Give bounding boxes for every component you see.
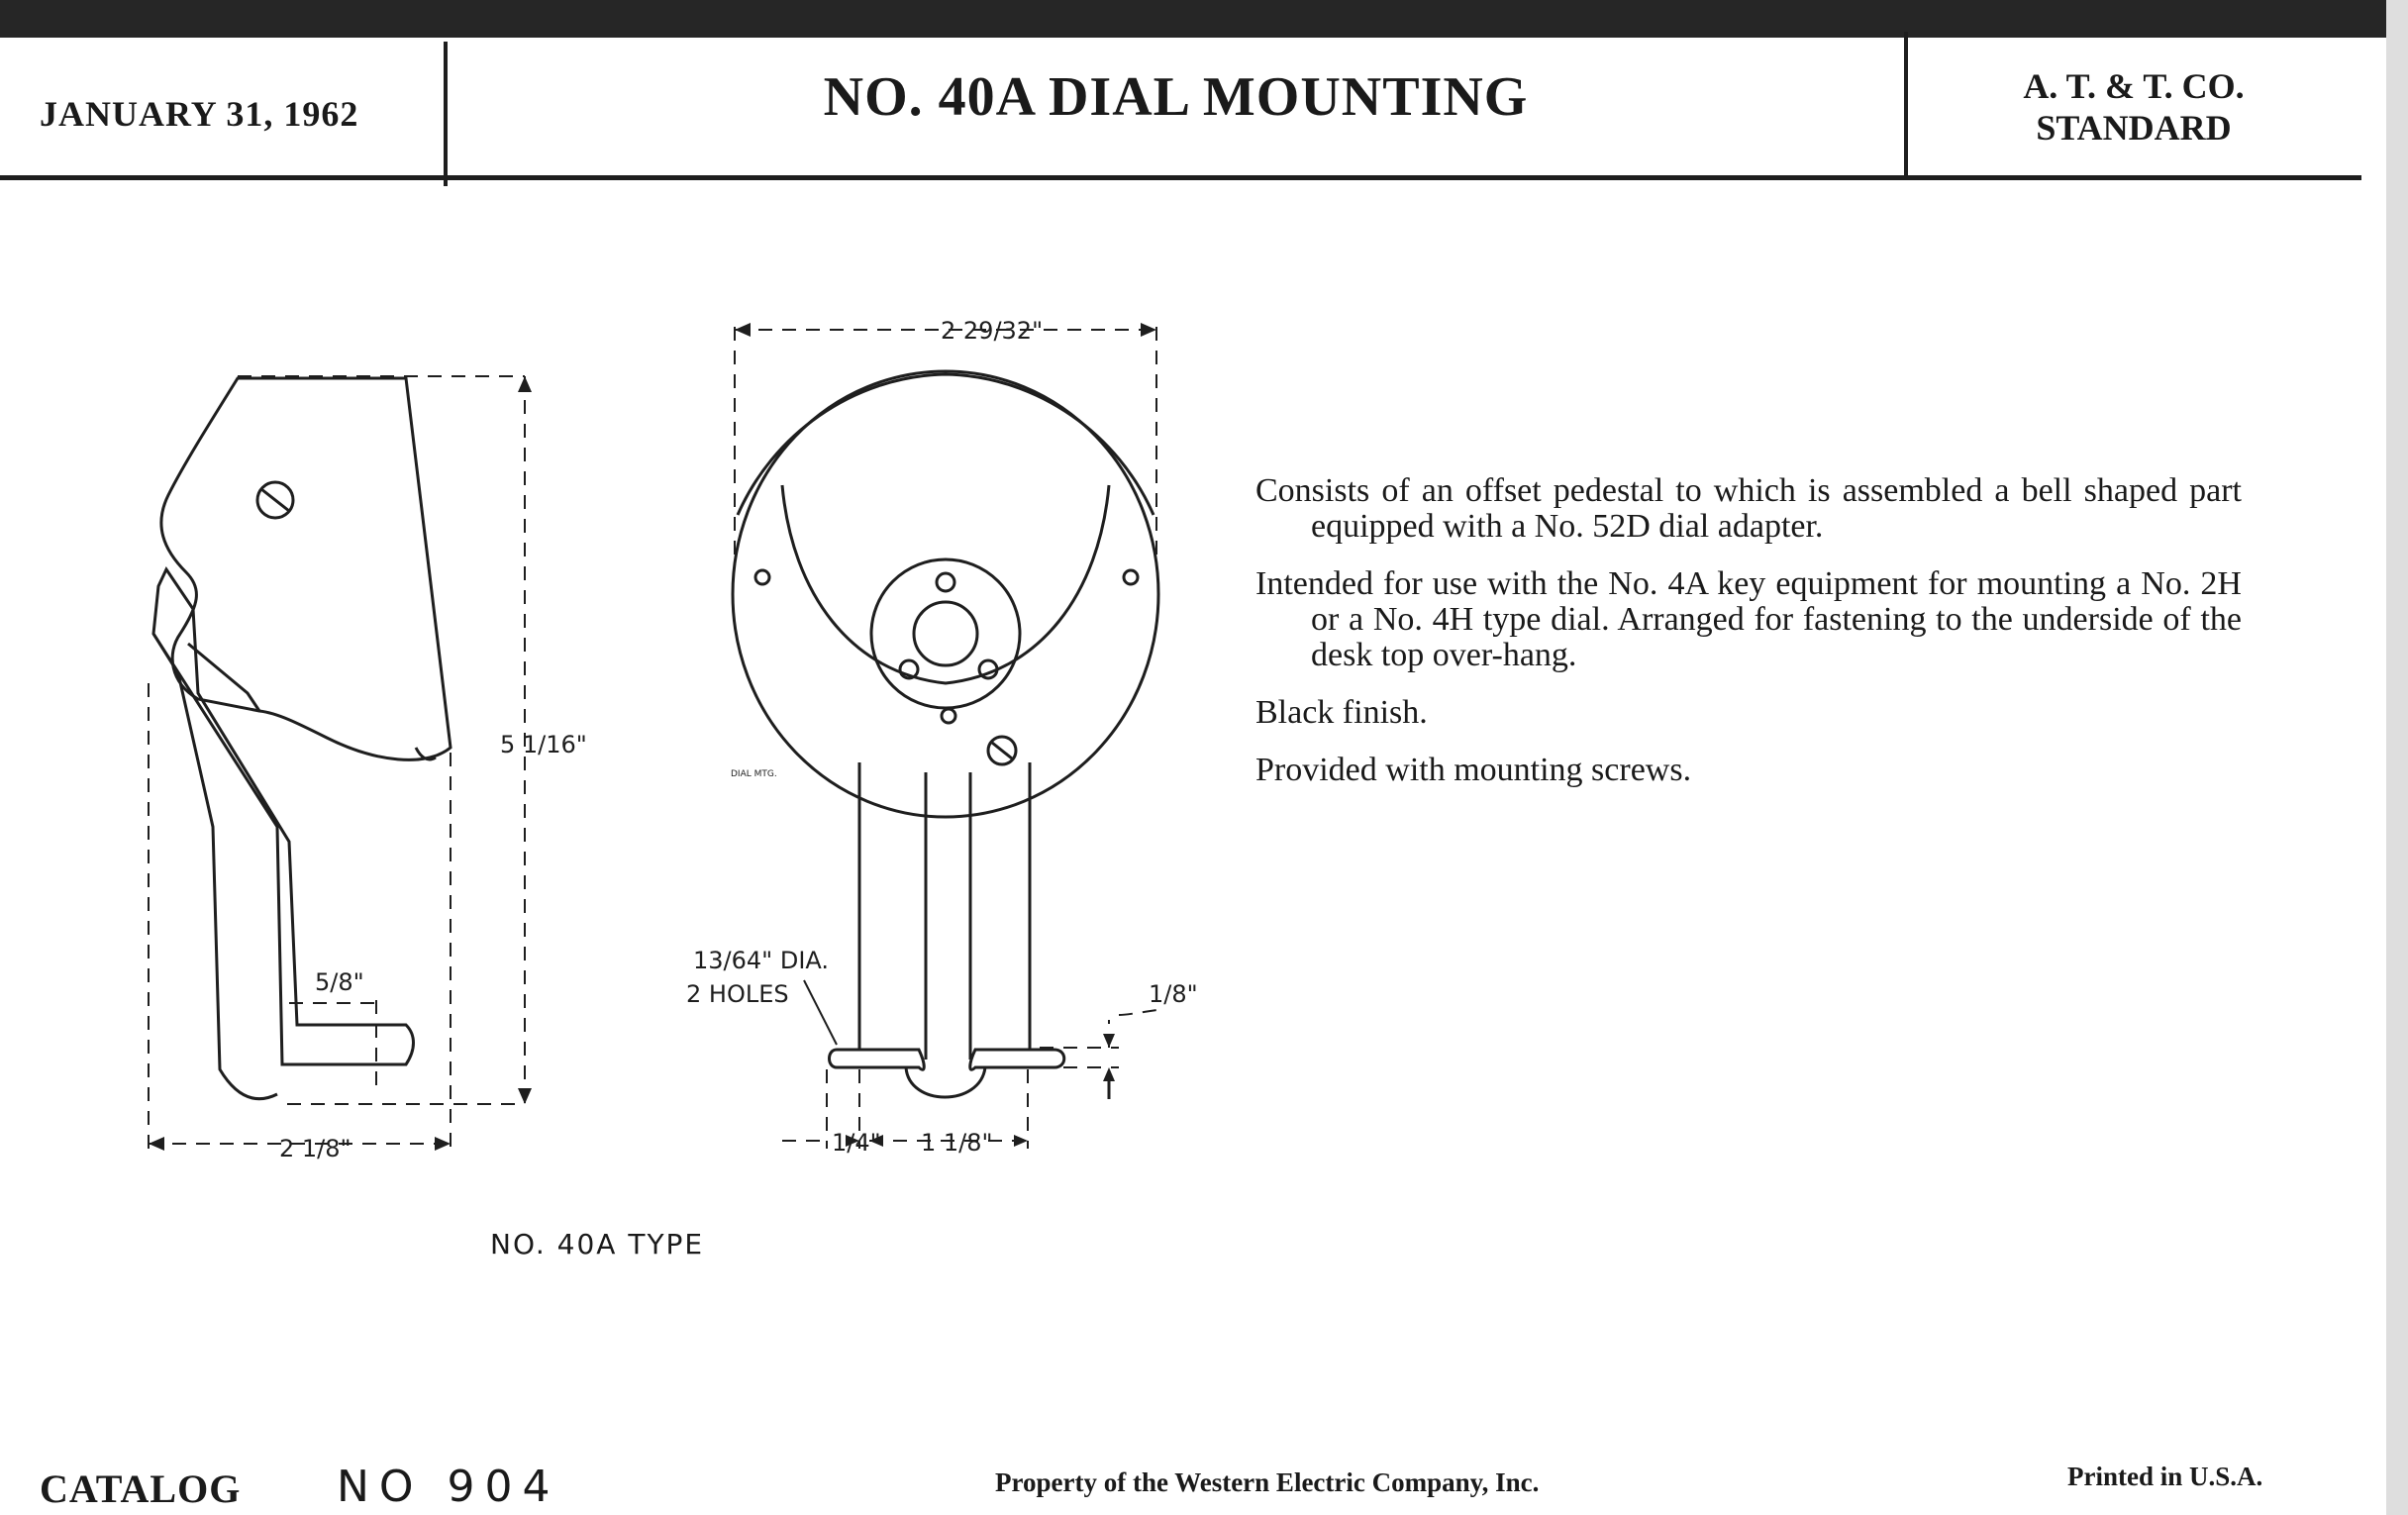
dim-label-holes: 2 HOLES — [686, 980, 789, 1008]
type-label: NO. 40A TYPE — [490, 1228, 705, 1261]
dial-adapter-center — [914, 602, 977, 665]
property-notice: Property of the Western Electric Company, Inc. — [995, 1467, 1540, 1497]
base-plate — [830, 1050, 925, 1069]
description-paragraph-2: Intended for use with the No. 4A key equipment for mounting a No. 2H or a No. 4H type dial. Arranged for fastening to the underside of the desk top over-hang. — [1255, 565, 2242, 673]
header-date: JANUARY 31, 1962 — [40, 94, 359, 134]
dim-label-height: 5 1/16" — [500, 731, 587, 758]
page-title: NO. 40A DIAL MOUNTING — [823, 66, 1529, 128]
standard-line-2: STANDARD — [2036, 108, 2232, 148]
front-view-bell-rim — [738, 374, 1154, 515]
base-cup — [906, 1067, 985, 1097]
dim-label-thickness: 1/8" — [1149, 980, 1198, 1008]
standard-line-1: A. T. & T. CO. — [2023, 66, 2245, 106]
front-view-bell-outer — [733, 371, 1158, 817]
dim-label-hole-dia: 13/64" DIA. — [693, 947, 830, 974]
dim-label-base-width: 1 1/8" — [921, 1129, 993, 1157]
small-note: DIAL MTG. — [731, 769, 777, 779]
description-paragraph-1: Consists of an offset pedestal to which is assembled a bell shaped part equipped with a No. 52D dial adapter. — [1255, 472, 2242, 545]
dial-adapter — [871, 559, 1020, 708]
description-paragraph-3: Black finish. — [1255, 694, 1428, 731]
dim-label-small-left: 1/4" — [832, 1129, 881, 1157]
dim-label-top-width: 2 29/32" — [941, 317, 1044, 345]
front-view-bell-inner — [782, 485, 1109, 683]
dim-label-left-width: 2 1/8" — [279, 1135, 351, 1162]
side-view-pedestal-inner — [188, 644, 259, 711]
description-paragraph-4: Provided with mounting screws. — [1255, 752, 1692, 788]
catalog-number: NO 904 — [337, 1462, 560, 1512]
printed-notice: Printed in U.S.A. — [2067, 1462, 2263, 1491]
catalog-label: CATALOG — [40, 1466, 242, 1511]
description — [1255, 473, 2242, 810]
side-view-pedestal — [153, 569, 414, 1064]
dim-label-foot: 5/8" — [315, 968, 364, 996]
